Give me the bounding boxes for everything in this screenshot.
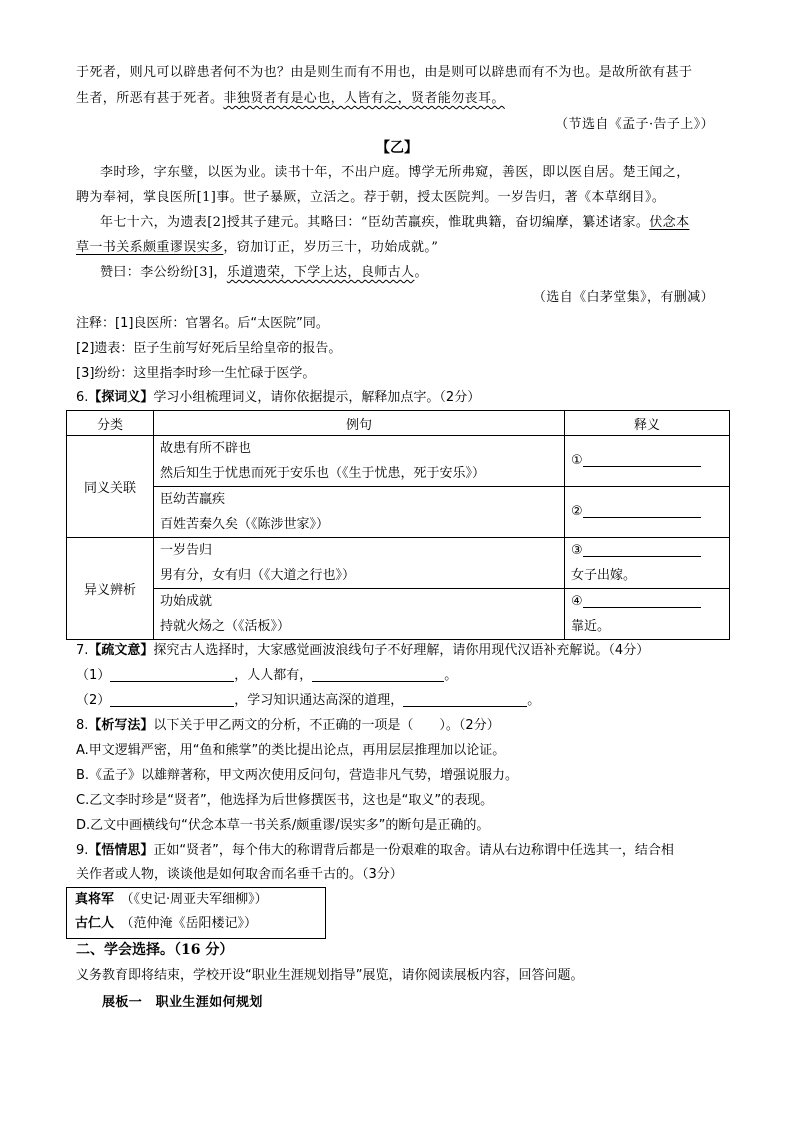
passage-text: ，窃加订正，岁历三十，功始成就。” — [223, 240, 439, 255]
example-cell — [154, 487, 565, 538]
passage-yi-heading: 【乙】 — [376, 140, 418, 156]
category-cell: 同义关联 — [67, 436, 154, 538]
word-meaning-table — [66, 410, 730, 640]
question-text: 以下关于甲乙两文的分析，不正确的一项是（ ）。（2分） — [153, 718, 500, 733]
title-source: （范仲淹《岳阳楼记》） — [127, 916, 258, 931]
wavy-underlined-sentence: 非独贤者有是心也，人皆有之，贤者能勿丧耳。 — [223, 91, 505, 106]
meaning-cell — [565, 538, 730, 589]
underlined-sentence: 伏念本 — [649, 215, 690, 230]
passage-yi-line — [76, 238, 438, 258]
category-cell: 异义辨析 — [67, 538, 154, 640]
question-tag: 【探词义】 — [88, 390, 154, 405]
example-sentence: 功始成就 — [160, 594, 213, 609]
passage-text: 。 — [414, 265, 428, 280]
passage-yi-line: 李时珍，字东璧，以医为业。读书十年，不出户庭。博学无所弗窥，善医，即以医自居。楚王闻之， — [100, 165, 690, 180]
answer-blank[interactable] — [583, 503, 701, 518]
question-6-prompt — [76, 388, 480, 408]
example-cell — [154, 589, 565, 640]
note-2: [2]遗表：臣子生前写好死后呈给皇帝的报告。 — [76, 341, 342, 356]
question-text: ，学习知识通达高深的道理， — [234, 693, 404, 708]
question-text: 探究古人选择时，大家感觉画波浪线句子不好理解，请你用现代汉语补充解说。（4分） — [153, 643, 650, 658]
passage-jia-line — [76, 89, 505, 109]
passage-yi-line — [100, 263, 428, 283]
question-7-line-1 — [76, 666, 457, 686]
question-tag: 【悟情思】 — [88, 843, 154, 858]
sub-number: （1） — [76, 668, 111, 683]
sub-number: （2） — [76, 693, 111, 708]
table-header: 例句 — [154, 411, 565, 436]
answer-blank[interactable] — [583, 542, 701, 557]
question-text: 。 — [527, 693, 541, 708]
board-1-title: 展板一 职业生涯如何规划 — [102, 995, 263, 1010]
question-number: 9. — [76, 843, 89, 858]
answer-blank[interactable] — [110, 667, 234, 682]
title-name: 真将军 — [75, 892, 115, 907]
underlined-sentence: 草一书关系颇重谬误实多 — [76, 240, 224, 255]
table-header: 释义 — [565, 411, 730, 436]
source-citation: （节选自《孟子·告子上》） — [555, 117, 714, 132]
option-b[interactable]: B.《孟子》以雄辩著称，甲文两次使用反问句，营造非凡气势，增强说服力。 — [76, 768, 519, 783]
example-cell — [154, 538, 565, 589]
title-source: （《史记·周亚夫军细柳》） — [127, 892, 268, 907]
answer-mark: ① — [571, 453, 583, 468]
example-sentence: 百姓苦秦久矣（《陈涉世家》） — [160, 517, 330, 532]
question-8-prompt — [76, 716, 500, 736]
example-sentence: 然后知生于忧患而死于安乐也（《生于忧患，死于安乐》） — [160, 466, 486, 481]
wavy-underlined-sentence: 乐道遗荣，下学上达，良师古人 — [226, 265, 415, 280]
question-9-prompt — [76, 841, 674, 861]
section-2-heading: 二、学会选择。（16 分） — [76, 942, 234, 958]
meaning-cell — [565, 589, 730, 640]
passage-text: 年七十六，为遗表[2]授其子建元。其略曰：“臣幼苦羸疾，惟耽典籍，奋切编摩，纂述诸家。 — [100, 215, 650, 230]
title-choice-box — [66, 887, 326, 939]
question-text: 正如“贤者”，每个伟大的称谓背后都是一份艰难的取舍。请从右边称谓中任选其一，结合相 — [153, 843, 674, 858]
passage-jia-line: 于死者，则凡可以辟患者何不为也？由是则生而有不用也，由是则可以辟患而有不为也。是故所欲有甚于 — [76, 65, 693, 80]
title-name: 古仁人 — [75, 916, 115, 931]
table-row — [67, 589, 730, 640]
example-sentence: 持就火炀之（《活板》） — [160, 619, 291, 634]
option-c[interactable]: C.乙文李时珍是“贤者”，他选择为后世修撰医书，这也是“取义”的表现。 — [76, 793, 494, 808]
section-2-intro: 义务教育即将结束，学校开设“职业生涯规划指导”展览，请你阅读展板内容，回答问题。 — [76, 968, 584, 983]
question-tag: 【疏文意】 — [88, 643, 154, 658]
table-row — [67, 538, 730, 589]
title-option — [67, 912, 325, 936]
question-7-line-2 — [76, 691, 540, 711]
meaning-hint: 女子出嫁。 — [571, 568, 637, 583]
question-text: ，人人都有， — [234, 668, 313, 683]
source-citation: （选自《白茅堂集》，有删减） — [532, 290, 714, 305]
question-text: 学习小组梳理词义，请你依据提示，解释加点字。（2分） — [153, 390, 481, 405]
example-sentence: 一岁告归 — [160, 543, 213, 558]
question-number: 7. — [76, 643, 89, 658]
passage-yi-line: 聘为奉祠，掌良医所[1]事。世子暴厥，立活之。荐于朝，授太医院判。一岁告归，著《本草纲目》。 — [76, 190, 666, 205]
passage-text: 生者，所恶有甚于死者。 — [76, 91, 224, 106]
example-sentence: 故患有所不辟也 — [160, 441, 252, 456]
answer-mark: ③ — [571, 543, 583, 558]
question-number: 6. — [76, 390, 89, 405]
meaning-cell — [565, 487, 730, 538]
answer-blank[interactable] — [110, 692, 234, 707]
passage-text: 赞曰：李公纷纷[3]， — [100, 265, 227, 280]
table-header-row — [67, 411, 730, 436]
answer-mark: ② — [571, 504, 583, 519]
meaning-cell — [565, 436, 730, 487]
question-tag: 【析写法】 — [88, 718, 154, 733]
answer-blank[interactable] — [583, 593, 701, 608]
example-cell — [154, 436, 565, 487]
passage-yi-line — [100, 213, 689, 233]
meaning-hint: 靠近。 — [571, 619, 611, 634]
question-number: 8. — [76, 718, 89, 733]
question-text: 。 — [444, 668, 458, 683]
question-7-prompt — [76, 641, 649, 661]
option-a[interactable]: A.甲文逻辑严密，用“鱼和熊掌”的类比提出论点，再用层层推理加以论证。 — [76, 743, 506, 758]
option-d[interactable]: D.乙文中画横线句“伏念本草一书关系/颇重谬/误实多”的断句是正确的。 — [76, 818, 490, 833]
answer-blank[interactable] — [583, 452, 701, 467]
note-3: [3]纷纷：这里指李时珍一生忙碌于医学。 — [76, 366, 316, 381]
title-option — [67, 888, 325, 912]
table-row — [67, 436, 730, 487]
answer-blank[interactable] — [312, 667, 444, 682]
example-sentence: 臣幼苦羸疾 — [160, 492, 226, 507]
table-header: 分类 — [67, 411, 154, 436]
note-1: 注释：[1]良医所：官署名。后“太医院”同。 — [76, 316, 329, 331]
example-sentence: 男有分，女有归（《大道之行也》） — [160, 568, 356, 583]
answer-mark: ④ — [571, 594, 583, 609]
question-9-prompt-cont: 关作者或人物，谈谈他是如何取舍而名垂千古的。（3分） — [76, 867, 403, 882]
table-row — [67, 487, 730, 538]
answer-blank[interactable] — [403, 692, 527, 707]
